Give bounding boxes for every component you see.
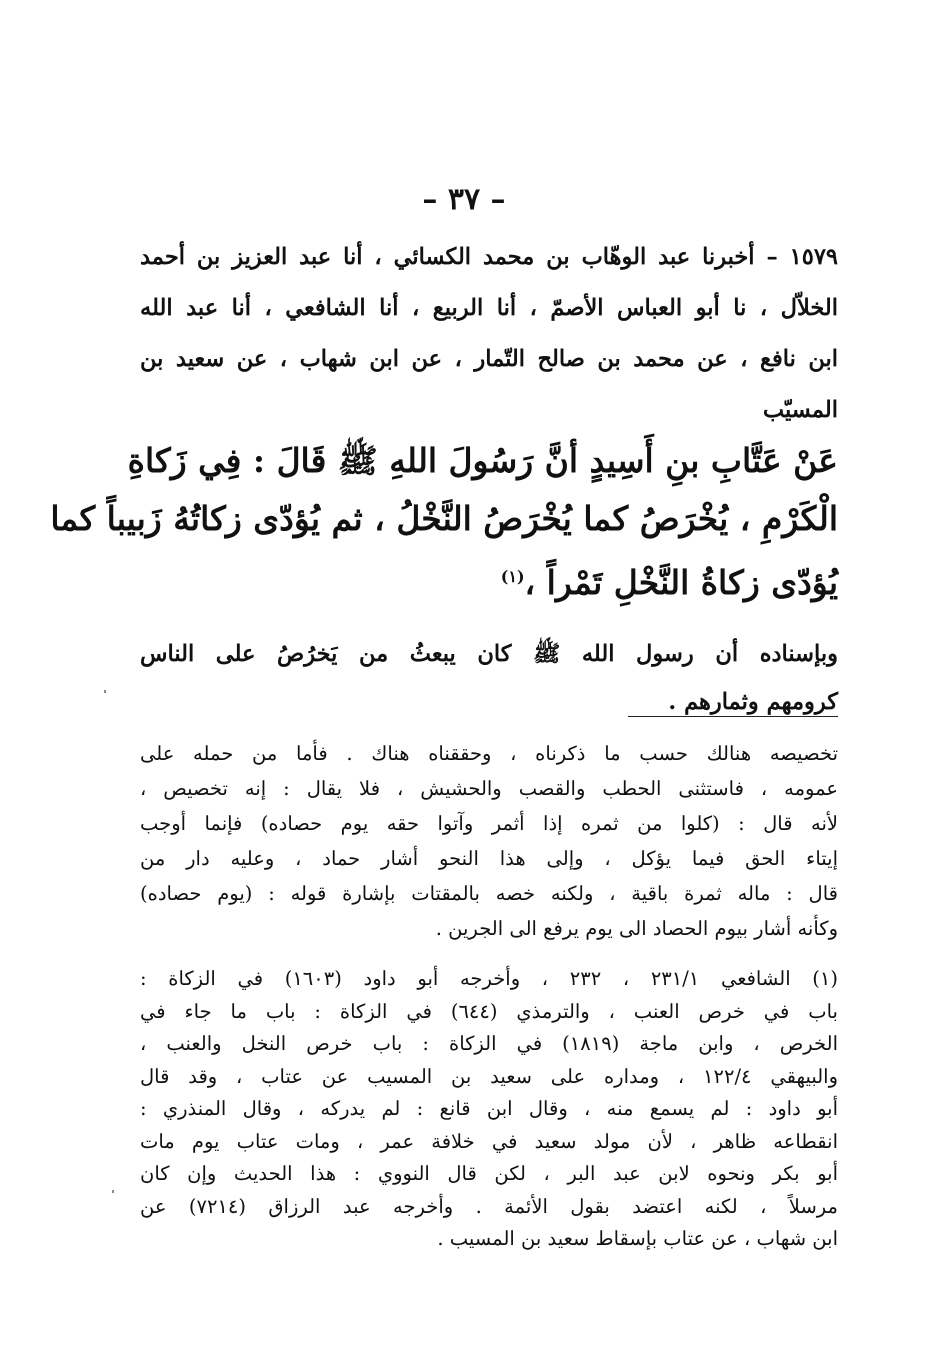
- footnote-line: أبو بكر ونحوه لابن عبد البر ، لكن قال النووي : هذا الحديث وإن كان: [140, 1162, 838, 1185]
- footnote-line: (١) الشافعي ٢٣١/١ ، ٢٣٢ ، وأخرجه أبو داود (١٦٠٣) في الزكاة :: [140, 967, 838, 990]
- hadith-number: ١٥٧٩: [789, 244, 838, 270]
- commentary-line: إيتاء الحق فيما يؤكل ، وإلى هذا النحو أشار حماد ، وعليه دار من: [140, 847, 838, 870]
- commentary-line: لأنه قال : (كلوا من ثمره إذا أثمر وآتوا حقه يوم حصاده) فإنما أوجب: [140, 812, 838, 835]
- commentary-line: قال : ماله ثمرة باقية ، ولكنه خصه بالمقتات بإشارة قوله : (يوم حصاده): [140, 882, 838, 905]
- commentary-line: تخصيصه هنالك حسب ما ذكرناه ، وحققناه هناك . فأما من حمله على: [140, 742, 838, 765]
- hadith-matn: [50, 432, 838, 612]
- footnote-line: باب في خرص العنب ، والترمذي (٦٤٤) في الزكاة : باب ما جاء في: [140, 999, 838, 1023]
- matn-line: عَنْ عَتَّابِ بنِ أَسِيدٍ أنَّ رَسُولَ اللهِ ﷺ قَالَ : فِي زَكاةِ: [127, 441, 838, 480]
- footnote-reference: (١): [500, 567, 525, 586]
- page-number: – ٣٧ –: [422, 182, 506, 217]
- commentary-text: [140, 736, 838, 946]
- hadith-narration: [140, 630, 838, 726]
- footnote-line: الخرص ، وابن ماجة (١٨١٩) في الزكاة : باب خرص النخل والعنب ،: [140, 1032, 838, 1055]
- footnote-line: ابن شهاب ، عن عتاب بإسقاط سعيد بن المسيب .: [437, 1227, 838, 1250]
- isnad-line: الخلاّل ، نا أبو العباس الأصمّ ، أنا الربيع ، أنا الشافعي ، أنا عبد الله: [140, 295, 838, 321]
- matn-line-text: يُؤدّى زكاةُ النَّخْلِ تَمْراً ،: [524, 563, 838, 602]
- isnad-line: المسيّب: [762, 397, 838, 423]
- matn-line: [140, 548, 838, 612]
- footnote-line: أبو داود : لم يسمع منه ، وقال ابن قانع : لم يدركه ، وقال المنذري :: [140, 1097, 838, 1120]
- matn-line: الْكَرْمِ ، يُخْرَصُ كما يُخْرَصُ النَّخْلُ ، ثم يُؤدّى زكاتُهُ زَبيباً كما: [50, 499, 838, 538]
- isnad-line: [140, 232, 838, 283]
- footnote-separator: [628, 716, 838, 717]
- footnote-line: انقطاعه ظاهر ، لأن مولد سعيد في خلافة عمر ، ومات عتاب يوم مات: [140, 1129, 838, 1153]
- hadith-isnad: [140, 232, 838, 436]
- commentary-line: وكأنه أشار بيوم الحصاد الى يوم يرفع الى الجرين .: [435, 917, 838, 940]
- narration-line: كرومهم وثمارهم .: [668, 689, 838, 715]
- scan-speck: [104, 690, 106, 693]
- isnad-line: ابن نافع ، عن محمد بن صالح التّمار ، عن ابن شهاب ، عن سعيد بن: [140, 346, 838, 372]
- footnote-line: والبيهقي ١٢٢/٤ ، ومداره على سعيد بن المسيب عن عتاب ، وقد قال: [140, 1064, 838, 1088]
- commentary-line: عمومه ، فاستثنى الحطب والقصب والحشيش ، فلا يقال : إنه تخصيص ،: [140, 777, 838, 800]
- isnad-line-text: – أخبرنا عبد الوهّاب بن محمد الكسائي ، أنا عبد العزيز بن أحمد: [140, 244, 778, 270]
- scan-speck: [112, 1190, 114, 1193]
- footnote-text: [140, 963, 838, 1256]
- narration-line: وبإسناده أن رسول الله ﷺ كان يبعثُ من يَخرُصُ على الناس: [140, 641, 838, 667]
- footnote-line: مرسلاً ، لكنه اعتضد بقول الأئمة . وأخرجه عبد الرزاق (٧٢١٤) عن: [140, 1194, 838, 1218]
